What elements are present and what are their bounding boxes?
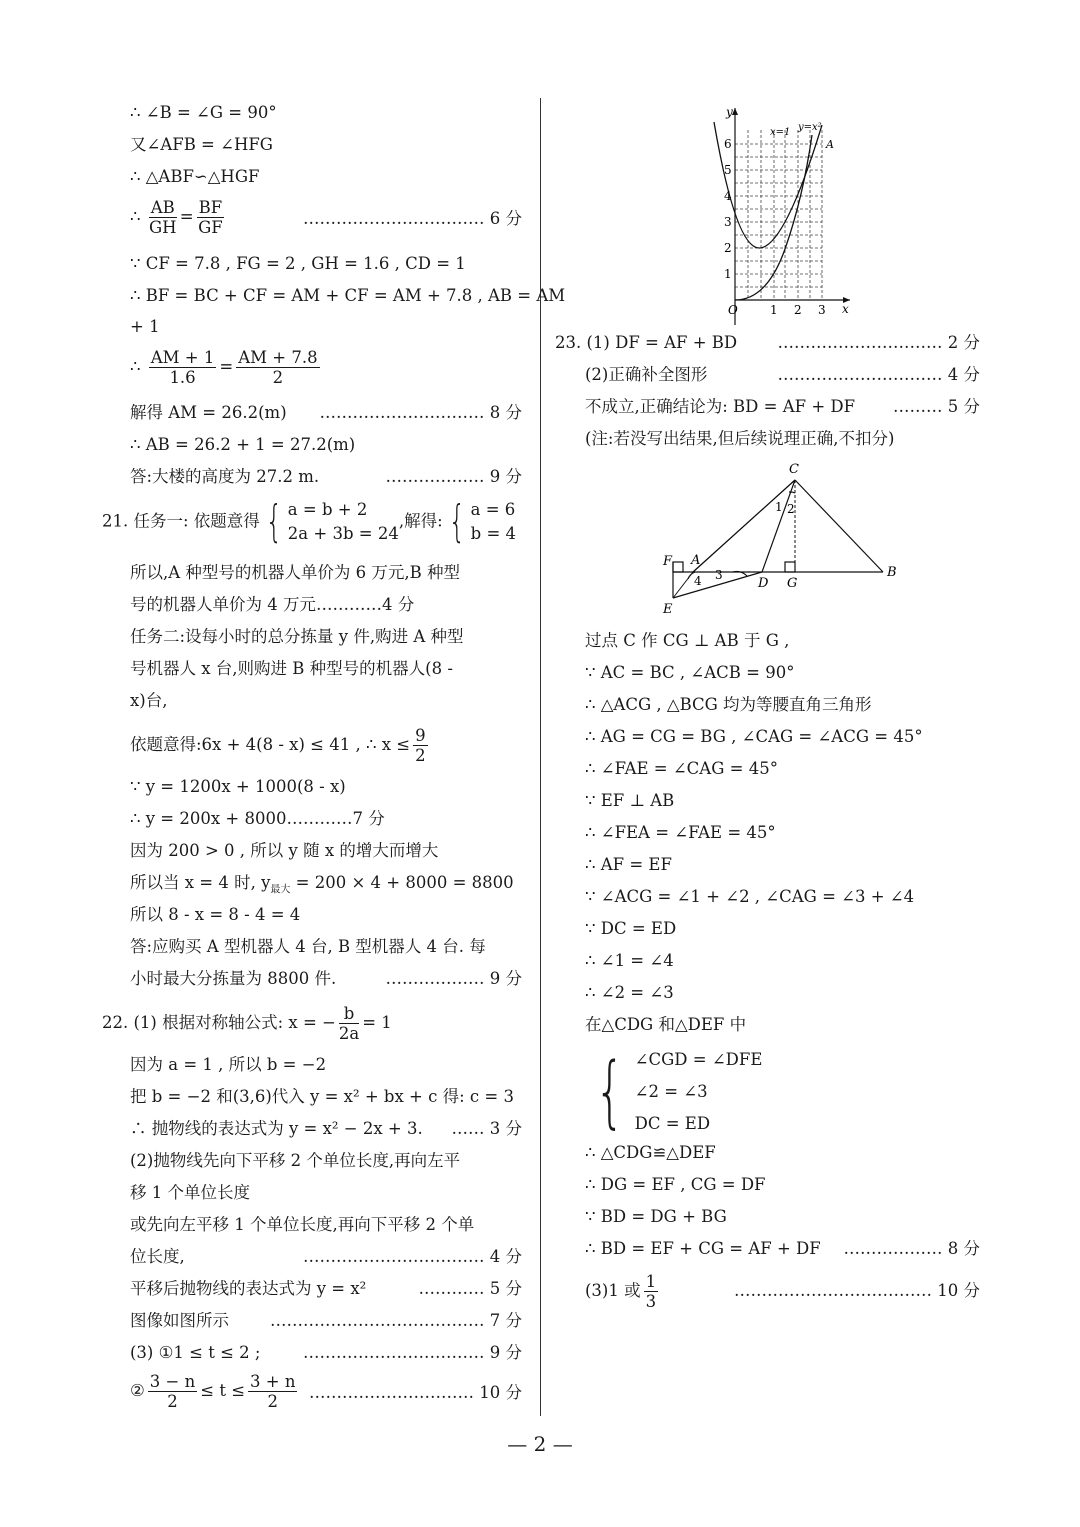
- tick-label: 4: [724, 189, 732, 203]
- score: …………………………… 9 分: [303, 1343, 522, 1362]
- fraction: $\frac{9}{2}$: [415, 726, 426, 765]
- fraction-line: ② $\frac{3 - n}{2}$ ≤ t ≤ $\frac{3 + n}{2}$: [130, 1372, 296, 1411]
- origin-label: O: [728, 303, 738, 317]
- text-line: ∴ BD = EF + CG = AF + DF: [585, 1239, 821, 1258]
- text-line: 号机器人 x 台,则购进 B 种型号的机器人(8 -: [130, 659, 453, 678]
- score: ………………………… 4 分: [777, 365, 980, 384]
- text-line: ∵ CF = 7.8 , FG = 2 , GH = 1.6 , CD = 1: [130, 254, 466, 273]
- point-label: F: [663, 554, 673, 569]
- text-line: 图像如图所示: [130, 1311, 229, 1330]
- text-line: ∴ △ACG , △BCG 均为等腰直角三角形: [585, 695, 872, 714]
- text-line: 任务二:设每小时的总分拣量 y 件,购进 A 种型: [130, 627, 464, 646]
- tick-label: 3: [724, 215, 732, 229]
- score: ……………… 9 分: [385, 969, 522, 988]
- text-line: ∴ AG = CG = BG , ∠CAG = ∠ACG = 45°: [585, 727, 923, 746]
- score: ……… 5 分: [893, 397, 980, 416]
- angle-label: 3: [715, 568, 723, 582]
- tick-label: 2: [724, 241, 732, 255]
- text-line: 在△CDG 和△DEF 中: [585, 1015, 747, 1034]
- brace-icon: {: [265, 496, 283, 547]
- text-line: 小时最大分拣量为 8800 件.: [130, 969, 337, 988]
- score: …… 3 分: [451, 1119, 522, 1138]
- text-line: ∴ 抛物线的表达式为 y = x² − 2x + 3.: [130, 1119, 423, 1138]
- text-line: 移 1 个单位长度: [130, 1183, 250, 1202]
- fraction: $\frac{1}{3}$: [645, 1272, 657, 1311]
- point-label: G: [787, 576, 798, 591]
- fraction: $\frac{AM + 7.8}{2}$: [238, 348, 318, 387]
- parabola-graph: [700, 100, 860, 340]
- text-line: ∵ DC = ED: [585, 919, 677, 938]
- tick-label: 1: [770, 303, 778, 317]
- text-line: 过点 C 作 CG ⊥ AB 于 G ,: [585, 631, 790, 650]
- text-line: 平移后抛物线的表达式为 y = x²: [130, 1279, 367, 1298]
- point-label: D: [758, 576, 769, 591]
- text-line: ∴ ∠FEA = ∠FAE = 45°: [585, 823, 776, 842]
- score: ………………………………… 7 分: [270, 1311, 522, 1330]
- text-line: 所以 8 - x = 8 - 4 = 4: [130, 905, 301, 924]
- tick-label: 1: [724, 267, 732, 281]
- tick-label: 6: [724, 137, 732, 151]
- text-line: 解得 AM = 26.2(m): [130, 403, 287, 422]
- text-line: ∴ AB = 26.2 + 1 = 27.2(m): [130, 435, 356, 454]
- fraction: $\frac{3 + n}{2}$: [250, 1372, 296, 1411]
- fraction: $\frac{AM + 1}{1.6}$: [150, 348, 215, 387]
- tick-label: 2: [794, 303, 802, 317]
- fraction-line: ∴ $\frac{AB}{GH}$ = $\frac{BF}{GF}$: [130, 198, 223, 237]
- line-label: x=1: [770, 127, 791, 138]
- fraction: $\frac{AB}{GH}$: [148, 198, 177, 237]
- score: …………………………… 4 分: [303, 1247, 522, 1266]
- text-line: ∴ ∠FAE = ∠CAG = 45°: [585, 759, 778, 778]
- angle-label: 1: [775, 500, 783, 514]
- congruence-system: { ∠CGD = ∠DFE ∠2 = ∠3 DC = ED: [594, 1047, 763, 1137]
- tick-label: 3: [818, 303, 826, 317]
- fraction: $\frac{b}{2a}$: [338, 1004, 360, 1043]
- score: ……………………………… 10 分: [734, 1281, 980, 1300]
- text-line: 不成立,正确结论为: BD = AF + DF: [585, 397, 856, 416]
- point-label: E: [663, 602, 673, 617]
- axis-label: y: [726, 105, 733, 119]
- text-line: 因为 a = 1 , 所以 b = −2: [130, 1055, 327, 1074]
- fraction: $\frac{3 - n}{2}$: [149, 1372, 196, 1411]
- fraction-line: 依题意得:6x + 4(8 - x) ≤ 41 , ∴ x ≤ $\frac{9}{2}$: [130, 726, 426, 765]
- text-line: 答:大楼的高度为 27.2 m.: [130, 467, 320, 486]
- text-line: 位长度,: [130, 1247, 185, 1266]
- text-line: (2)抛物线先向下平移 2 个单位长度,再向左平: [130, 1151, 461, 1170]
- score: ……………… 8 分: [843, 1239, 980, 1258]
- text-line: (2)正确补全图形: [585, 365, 708, 384]
- text-line: ∴ y = 200x + 8000…………7 分: [130, 809, 385, 828]
- text-line: (3) ①1 ≤ t ≤ 2 ;: [130, 1343, 261, 1362]
- text-line: ∴ DG = EF , CG = DF: [585, 1175, 766, 1194]
- text-line: ∴ AF = EF: [585, 855, 672, 874]
- text-line: ∴ ∠1 = ∠4: [585, 951, 674, 970]
- score: …………………………… 6 分: [303, 209, 522, 228]
- score: ………………………… 8 分: [319, 403, 522, 422]
- score: ………………………… 2 分: [777, 333, 980, 352]
- axis-label: x: [842, 302, 849, 316]
- point-label: C: [789, 462, 799, 477]
- text-line: ∴ ∠2 = ∠3: [585, 983, 674, 1002]
- text-line: 把 b = −2 和(3,6)代入 y = x² + bx + c 得: c = 3: [130, 1087, 514, 1106]
- angle-label: 2: [787, 502, 795, 516]
- brace-icon: {: [448, 496, 466, 547]
- score: ………… 5 分: [418, 1279, 522, 1298]
- point-label: A: [826, 138, 834, 151]
- score: ……………… 9 分: [385, 467, 522, 486]
- curve-label: y=x²: [798, 122, 822, 133]
- text-line: ∵ y = 1200x + 1000(8 - x): [130, 777, 346, 796]
- fraction-line: 22. (1) 根据对称轴公式: x = − $\frac{b}{2a}$ = 1: [102, 1004, 392, 1043]
- text-line: (注:若没写出结果,但后续说理正确,不扣分): [585, 429, 895, 448]
- angle-label: 4: [694, 574, 702, 588]
- text-line: ∴ △ABF∽△HGF: [130, 167, 260, 186]
- text-line: 23. (1) DF = AF + BD: [555, 333, 738, 352]
- text-line: ∴ BF = BC + CF = AM + CF = AM + 7.8 , AB = AM: [130, 286, 566, 305]
- text-line: x)台,: [130, 691, 168, 710]
- text-line: ∵ EF ⊥ AB: [585, 791, 675, 810]
- q21-system-line: 21. 任务一: 依题意得 { a = b + 2 2a + 3b = 24 ,解得: { a = 6 b = 4: [102, 496, 517, 547]
- page-number: — 2 —: [507, 1432, 573, 1456]
- brace-icon: {: [594, 1047, 625, 1137]
- triangle-figure: [655, 455, 910, 620]
- text-line: 又∠AFB = ∠HFG: [130, 135, 273, 154]
- text-line: + 1: [130, 317, 160, 336]
- tick-label: 5: [724, 163, 732, 177]
- text-line: ∴ ∠B = ∠G = 90°: [130, 103, 277, 122]
- text-line: ∵ AC = BC , ∠ACB = 90°: [585, 663, 795, 682]
- text-line: 或先向左平移 1 个单位长度,再向下平移 2 个单: [130, 1215, 475, 1234]
- text-line: 号的机器人单价为 4 万元…………4 分: [130, 595, 415, 614]
- text-line: 所以当 x = 4 时, $y_{最大} = 200 \times 4 + 8000 = 8800$: [130, 873, 514, 896]
- fraction-line: (3)1 或 $\frac{1}{3}$: [585, 1272, 657, 1311]
- text-line: 所以,A 种型号的机器人单价为 6 万元,B 种型: [130, 563, 461, 582]
- text-line: ∵ BD = DG + BG: [585, 1207, 727, 1226]
- text-line: ∴ △CDG≌△DEF: [585, 1143, 716, 1162]
- text-line: ∵ ∠ACG = ∠1 + ∠2 , ∠CAG = ∠3 + ∠4: [585, 887, 915, 906]
- fraction: $\frac{BF}{GF}$: [198, 198, 223, 237]
- text-line: 答:应购买 A 型机器人 4 台, B 型机器人 4 台. 每: [130, 937, 486, 956]
- point-label: A: [691, 553, 701, 568]
- point-label: B: [887, 565, 897, 580]
- text-line: 因为 200 > 0 , 所以 y 随 x 的增大而增大: [130, 841, 439, 860]
- score: ………………………… 10 分: [309, 1383, 522, 1402]
- fraction-line: ∴ $\frac{AM + 1}{1.6}$ = $\frac{AM + 7.8}{2}$: [130, 348, 318, 387]
